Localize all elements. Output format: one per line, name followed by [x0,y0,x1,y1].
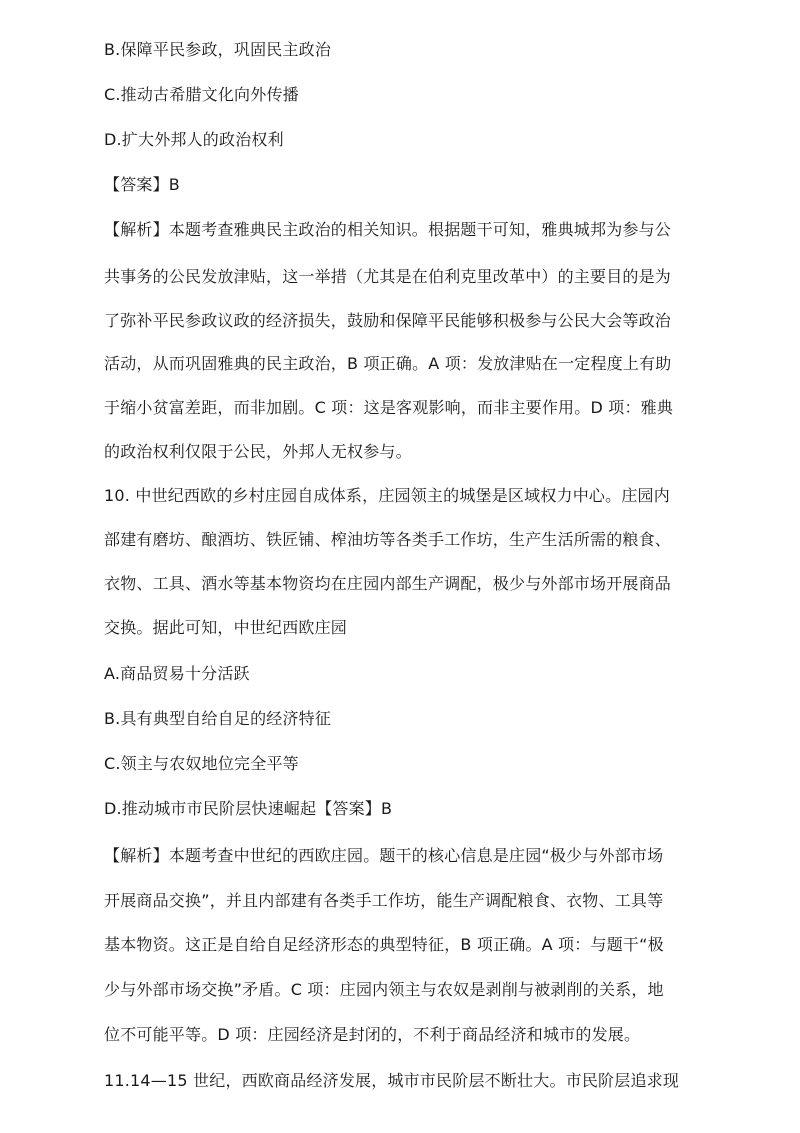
q10-stem-line: 衣物、工具、酒水等基本物资均在庄园内部生产调配，极少与外部市场开展商品 [104,574,672,593]
q9-option-c: C.推动古希腊文化向外传播 [104,85,299,104]
q9-analysis-line: 活动，从而巩固雅典的民主政治，B 项正确。A 项：发放津贴在一定程度上有助 [104,354,672,373]
q9-analysis-line: 于缩小贫富差距，而非加剧。C 项：这是客观影响，而非主要作用。D 项：雅典 [104,398,674,417]
q10-analysis-line: 开展商品交换”，并且内部建有各类手工作坊，能生产调配粮食、衣物、工具等 [104,891,664,910]
q9-analysis-line: 【解析】本题考查雅典民主政治的相关知识。根据题干可知，雅典城邦为参与公 [104,220,672,239]
q9-analysis-line: 的政治权利仅限于公民，外邦人无权参与。 [104,442,412,461]
q9-option-b: B.保障平民参政，巩固民主政治 [104,40,332,59]
q10-option-d-and-answer: D.推动城市市民阶层快速崛起【答案】B [104,799,393,818]
q10-analysis-line: 基本物资。这正是自给自足经济形态的典型特征，B 项正确。A 项：与题干“极 [104,935,664,954]
q10-analysis-line: 【解析】本题考查中世纪的西欧庄园。题干的核心信息是庄园“极少与外部市场 [104,846,664,865]
q10-stem-line: 部建有磨坊、酿酒坊、铁匠铺、榨油坊等各类手工作坊，生产生活所需的粮食、 [104,530,672,549]
q10-option-c: C.领主与农奴地位完全平等 [104,754,299,773]
q10-option-a: A.商品贸易十分活跃 [104,664,250,683]
q10-option-b: B.具有典型自给自足的经济特征 [104,709,332,728]
q9-analysis-line: 了弥补平民参政议政的经济损失，鼓励和保障平民能够积极参与公民大会等政治 [104,311,672,330]
q9-answer: 【答案】B [104,175,180,194]
q10-analysis-line: 位不可能平等。D 项：庄园经济是封闭的，不利于商品经济和城市的发展。 [104,1025,641,1044]
q9-option-d: D.扩大外邦人的政治权利 [104,130,284,149]
q10-stem-line: 交换。据此可知，中世纪西欧庄园 [104,618,348,637]
q9-analysis-line: 共事务的公民发放津贴，这一举措（尤其是在伯利克里改革中）的主要目的是为 [104,267,672,286]
q10-stem-line: 10. 中世纪西欧的乡村庄园自成体系，庄园领主的城堡是区域权力中心。庄园内 [104,486,670,505]
q11-stem-line: 11.14—15 世纪，西欧商品经济发展，城市市民阶层不断壮大。市民阶层追求现 [104,1071,680,1090]
q10-analysis-line: 少与外部市场交换”矛盾。C 项：庄园内领主与农奴是剥削与被剥削的关系，地 [104,980,664,999]
